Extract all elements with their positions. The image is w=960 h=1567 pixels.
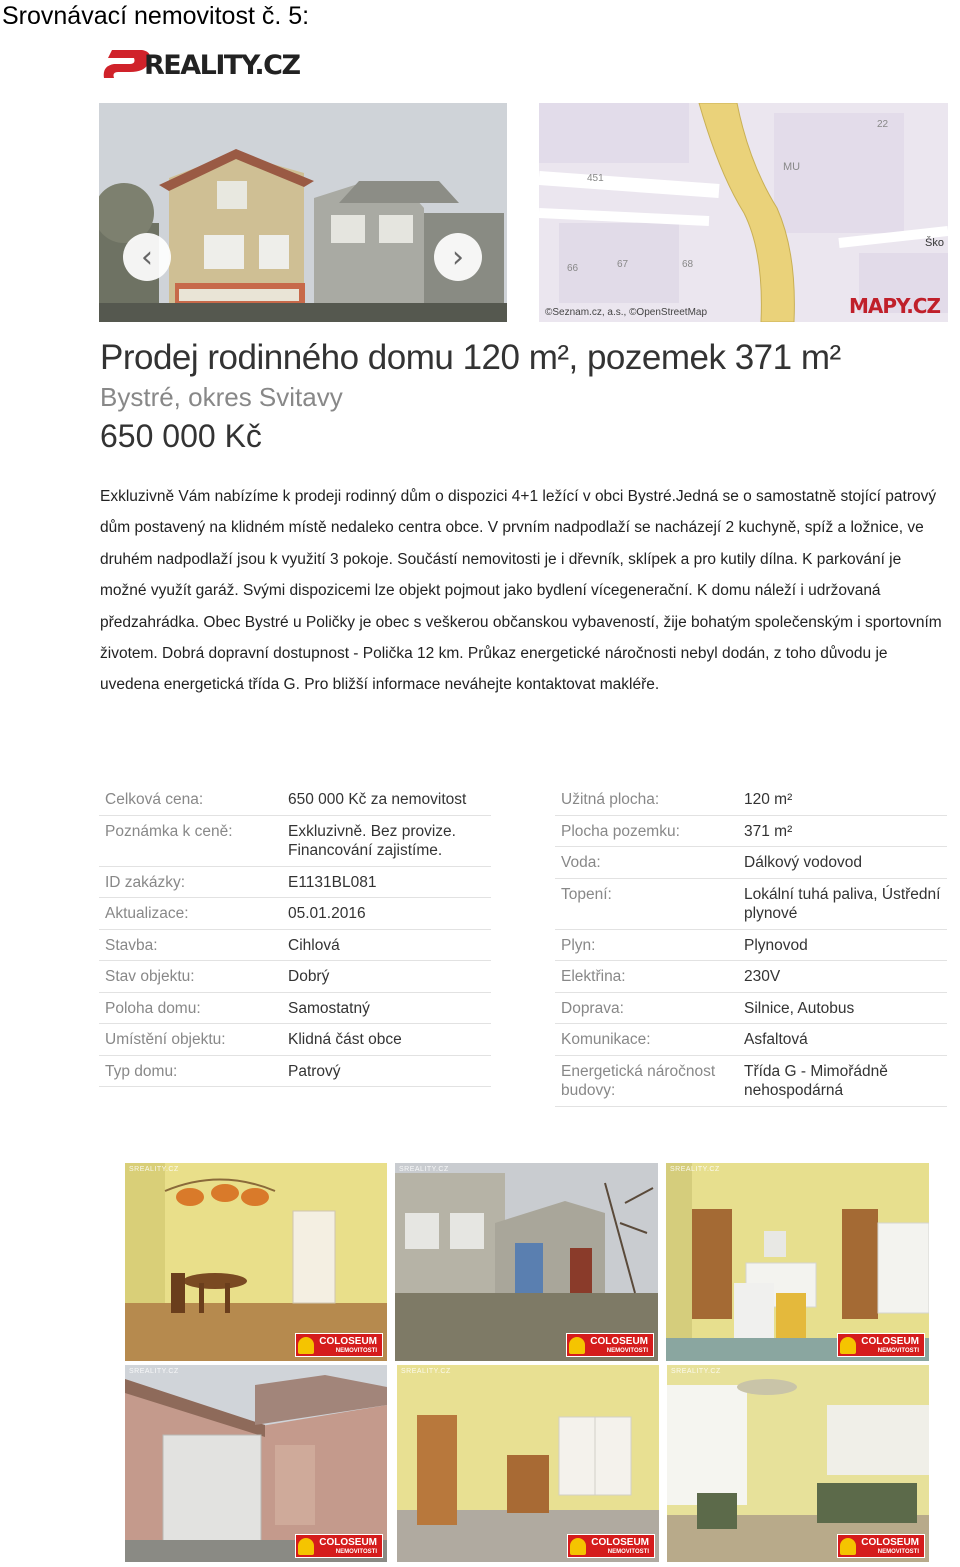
coloseum-badge: COLOSEUM NEMOVITOSTI [295,1534,383,1558]
listing-description: Exkluzivně Vám nabízíme k prodeji rodinný dům o dispozici 4+1 ležící v obci Bystré.Jedná se o samostatně stojící patrový dům postavený na klidném místě nedaleko centra obce. V prvním nadpodlaží se nacházejí 2 kuchyně, spíž a ložnice, ve druhém nadpodlaží jsou k využití 3 pokoje. Součástí nemovitosti je i dřevník, sklípek a pro kutily dílna. K parkování je možné využít garáž. Svými dispozicemi lze objekt pojmout jako bydlení vícegenerační. K domu náleží i udržovaná předzahrádka. Obec Bystré u Poličky je obec s veškerou občanskou vybaveností, žije bohatým společenským i sportovním životem. Dobrá dopravní dostupnost - Polička 12 km. Průkaz energetické náročnosti nebyl dodán, z toho důvodu je uvedena energetická třída G. Pro bližší informace neváhejte kontaktovat makléře. [100,488,942,694]
param-row [99,1056,491,1088]
param-value: 230V [744,968,781,985]
photo-watermark: SREALITY.CZ [129,1368,179,1375]
gallery-photo-dining-room[interactable] [125,1163,387,1361]
param-label: Elektřina: [561,968,626,985]
coloseum-badge: COLOSEUM NEMOVITOSTI [837,1534,925,1558]
param-label: Plocha pozemku: [561,822,680,840]
photo-watermark: SREALITY.CZ [399,1166,449,1173]
coloseum-logo-icon [298,1337,314,1354]
document-heading: Srovnávací nemovitost č. 5: [2,2,310,30]
param-row [555,784,947,816]
param-value: Asfaltová [744,1031,808,1048]
location-map[interactable] [539,103,948,322]
param-value: E1131BL081 [288,873,377,891]
param-label: Komunikace: [561,1031,651,1048]
param-label: Typ domu: [105,1062,178,1080]
param-label: Plyn: [561,936,596,954]
param-value: Patrový [288,1062,341,1080]
param-row [99,816,491,867]
gallery-photo-empty-room[interactable] [397,1365,659,1562]
param-row [99,930,491,962]
param-row [555,879,947,930]
param-label: Umístění objektu: [105,1031,226,1048]
map-label: 67 [617,259,629,270]
param-label: Poloha domu: [105,999,201,1017]
param-row [555,930,947,962]
param-value: 371 m² [744,822,793,840]
param-row [99,961,491,993]
param-value: Samostatný [288,999,370,1017]
params-table-right [555,784,947,1107]
param-value: 650 000 Kč za nemovitost [288,791,467,808]
param-value: 05.01.2016 [288,905,366,922]
map-label: MU [783,161,801,173]
coloseum-logo-icon [840,1337,856,1354]
next-photo-button[interactable] [434,233,482,281]
chevron-right-icon: › [452,239,464,275]
param-value: Lokální tuhá paliva, Ústřední plynové [744,885,941,922]
photo-watermark: SREALITY.CZ [401,1368,451,1375]
param-value: Plynovod [744,936,808,954]
coloseum-badge: COLOSEUM NEMOVITOSTI [295,1333,383,1357]
map-label: Ško [925,237,944,249]
param-label: Stav objektu: [105,968,195,985]
map-copyright[interactable]: ©Seznam.cz, a.s., ©OpenStreetMap [545,307,708,318]
param-row [99,898,491,930]
param-value: 120 m² [744,791,793,808]
coloseum-badge: COLOSEUM NEMOVITOSTI [566,1333,654,1357]
coloseum-logo-icon [570,1538,586,1555]
param-row [99,1024,491,1056]
coloseum-logo-icon [840,1538,856,1555]
param-value: Exkluzivně. Bez provize. Financování zajistíme. [288,822,456,859]
param-row [555,1056,947,1107]
param-row [555,816,947,848]
param-value: Dobrý [288,968,330,985]
param-row [555,993,947,1025]
listing-title: Prodej rodinného domu 120 m², pozemek 371 m² [100,338,841,377]
param-value: Třída G - Mimořádně nehospodárná [744,1062,888,1099]
listing-price: 650 000 Kč [100,418,262,454]
param-label: Doprava: [561,999,624,1017]
photo-watermark: SREALITY.CZ [670,1166,720,1173]
param-label: Stavba: [105,936,158,954]
param-label: ID zakázky: [105,873,186,891]
photo-watermark: SREALITY.CZ [129,1166,179,1173]
param-label: Voda: [561,854,601,871]
map-label: 451 [587,173,604,184]
coloseum-logo-icon [298,1538,314,1555]
map-label: 22 [877,119,889,130]
param-value: Dálkový vodovod [744,854,863,871]
param-label: Poznámka k ceně: [105,822,233,840]
param-label: Užitná plocha: [561,791,660,808]
coloseum-badge: COLOSEUM NEMOVITOSTI [837,1333,925,1357]
photo-watermark: SREALITY.CZ [671,1368,721,1375]
param-label: Celková cena: [105,791,204,808]
map-label: 68 [682,259,694,270]
sreality-logo [100,44,330,84]
param-row [555,961,947,993]
gallery-photo-garage[interactable] [125,1365,387,1562]
param-value: Klidná část obce [288,1031,402,1048]
param-label: Aktualizace: [105,905,189,922]
param-row [99,867,491,899]
coloseum-badge: COLOSEUM NEMOVITOSTI [567,1534,655,1558]
listing-location: Bystré, okres Svitavy [100,382,343,412]
coloseum-logo-icon [569,1337,585,1354]
main-photo[interactable] [99,103,507,322]
param-row [99,993,491,1025]
param-row [555,1024,947,1056]
param-value: Silnice, Autobus [744,999,855,1017]
params-table-left [99,784,491,1087]
param-row [99,784,491,816]
svg-text:REALITY.CZ: REALITY.CZ [144,50,300,81]
gallery-photo-kitchen[interactable] [666,1163,929,1361]
chevron-left-icon: ‹ [141,239,153,275]
previous-photo-button[interactable] [123,233,171,281]
param-label: Topení: [561,885,612,903]
param-row [555,847,947,879]
map-label: 66 [567,263,579,274]
mapy-cz-logo[interactable]: MAPY.CZ [849,294,940,318]
param-label: Energetická náročnost budovy: [561,1062,716,1099]
param-value: Cihlová [288,936,340,954]
gallery-photo-living-room[interactable] [667,1365,929,1562]
gallery-photo-house-garden[interactable] [395,1163,658,1361]
